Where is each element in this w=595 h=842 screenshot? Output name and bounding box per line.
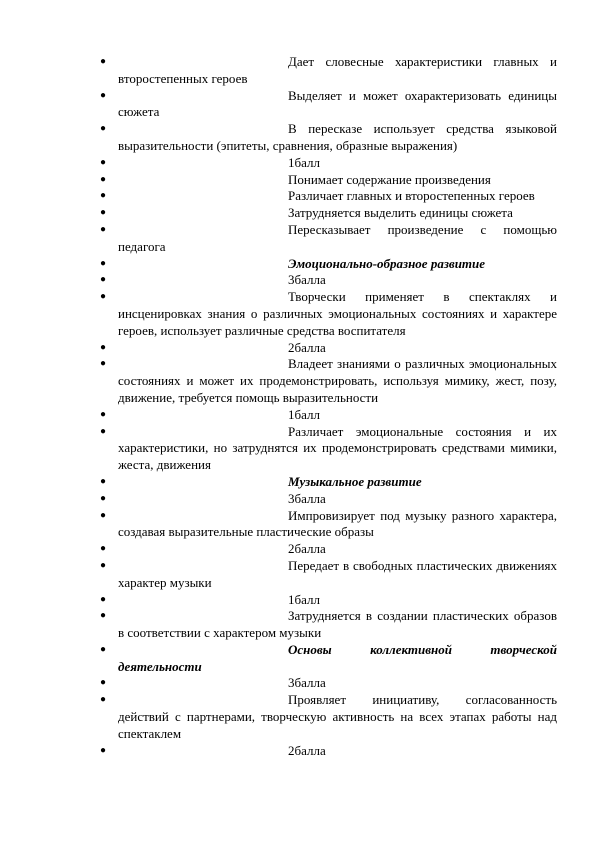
bullet-icon: ● xyxy=(100,207,107,219)
list-item-text: 3балла xyxy=(288,272,326,288)
bullet-icon: ● xyxy=(100,190,107,202)
bullet-icon: ● xyxy=(100,475,107,487)
list-item xyxy=(100,205,557,222)
list-item-text: Пересказывает произведение с помощью педагога xyxy=(118,221,557,254)
list-item xyxy=(100,121,557,155)
list-item xyxy=(100,221,557,256)
bullet-icon: ● xyxy=(100,694,107,706)
bullet-icon: ● xyxy=(100,358,107,370)
bullet-icon: ● xyxy=(100,610,107,622)
bullet-icon: ● xyxy=(100,509,107,521)
list-item-text: 1балл xyxy=(288,591,320,607)
bullet-icon: ● xyxy=(100,408,107,420)
list-item xyxy=(100,675,557,692)
list-item-text: 2балла xyxy=(288,742,326,758)
list-item-text: 3балла xyxy=(288,675,326,691)
bullet-icon: ● xyxy=(100,341,107,353)
list-item-text: 2балла xyxy=(288,541,326,557)
list-item xyxy=(100,289,557,339)
bullet-icon: ● xyxy=(100,223,107,235)
list-item xyxy=(100,87,557,122)
list-item-text: Владеет знаниями о различных эмоциональных состояниях и может их продемонстрировать, используя мимику, жест, позу, движение, требуется помощь выразительности xyxy=(118,356,557,405)
list-item-text: Основы коллективной творческой деятельности xyxy=(118,641,557,674)
bullet-icon: ● xyxy=(100,492,107,504)
list-item xyxy=(100,54,557,88)
list-item-text: Затрудняется в создании пластических образов в соответствии с характером музыки xyxy=(118,608,557,641)
list-item-text: 2балла xyxy=(288,339,326,355)
bullet-icon: ● xyxy=(100,593,107,605)
bullet-icon: ● xyxy=(100,559,107,571)
list-item-text: Творчески применяет в спектаклях и инсценировках знания о различных эмоциональных состояниях и характере героев, использует различные средства воспитателя xyxy=(118,289,557,338)
list-item-text: 1балл xyxy=(288,154,320,170)
list-item xyxy=(100,272,557,289)
list-item-text: Музыкальное развитие xyxy=(288,473,422,489)
list-item-text: Различает главных и второстепенных героев xyxy=(288,188,535,204)
bullet-icon: ● xyxy=(100,677,107,689)
bullet-icon: ● xyxy=(100,173,107,185)
list-item xyxy=(100,541,557,558)
bullet-icon: ● xyxy=(100,56,107,67)
bullet-icon: ● xyxy=(100,291,107,303)
list-item-text: 1балл xyxy=(288,406,320,422)
list-item-text: Передает в свободных пластических движениях характер музыки xyxy=(118,557,557,590)
bullet-icon: ● xyxy=(100,89,107,101)
bullet-icon: ● xyxy=(100,257,107,269)
list-item xyxy=(100,507,557,542)
bullet-icon: ● xyxy=(100,744,107,756)
list-item xyxy=(100,557,557,592)
list-item xyxy=(100,591,557,609)
list-item-text: Дает словесные характеристики главных и второстепенных героев xyxy=(118,54,557,86)
list-item xyxy=(100,356,557,406)
list-item xyxy=(100,742,557,760)
bullet-icon: ● xyxy=(100,643,107,655)
list-item-text: Эмоционально-образное развитие xyxy=(288,255,486,271)
list-item-text: 3балла xyxy=(288,490,326,506)
bullet-icon: ● xyxy=(100,156,107,168)
list-item xyxy=(100,171,557,189)
bullet-icon: ● xyxy=(100,274,107,286)
list-item-text: В пересказе использует средства языковой выразительности (эпитеты, сравнения, образные выражения) xyxy=(118,121,557,153)
list-item-text: Различает эмоциональные состояния и их характеристики, но затруднятся их продемонстрировать средствами мимики, жеста, движения xyxy=(118,423,557,473)
list-item xyxy=(100,423,557,474)
list-item-text: Затрудняется выделить единицы сюжета xyxy=(288,205,513,221)
list-item xyxy=(100,692,557,742)
document-body xyxy=(100,54,557,759)
bullet-icon: ● xyxy=(100,425,107,437)
list-item xyxy=(100,490,557,508)
list-item xyxy=(100,188,557,205)
section-heading xyxy=(100,473,557,491)
section-heading xyxy=(100,255,557,273)
section-heading xyxy=(100,641,557,676)
list-item xyxy=(100,406,557,424)
list-item xyxy=(100,608,557,642)
list-item-text: Импровизирует под музыку разного характера, создавая выразительные пластические образы xyxy=(118,507,557,540)
list-item-text: Проявляет инициативу, согласованность действий с партнерами, творческую активность на всех этапах работы над спектаклем xyxy=(118,692,557,741)
bullet-icon: ● xyxy=(100,123,107,135)
list-item xyxy=(100,339,557,357)
list-item-text: Понимает содержание произведения xyxy=(288,171,491,187)
list-item-text: Выделяет и может охарактеризовать единицы сюжета xyxy=(118,87,557,120)
list-item xyxy=(100,154,557,172)
bullet-icon: ● xyxy=(100,543,107,555)
